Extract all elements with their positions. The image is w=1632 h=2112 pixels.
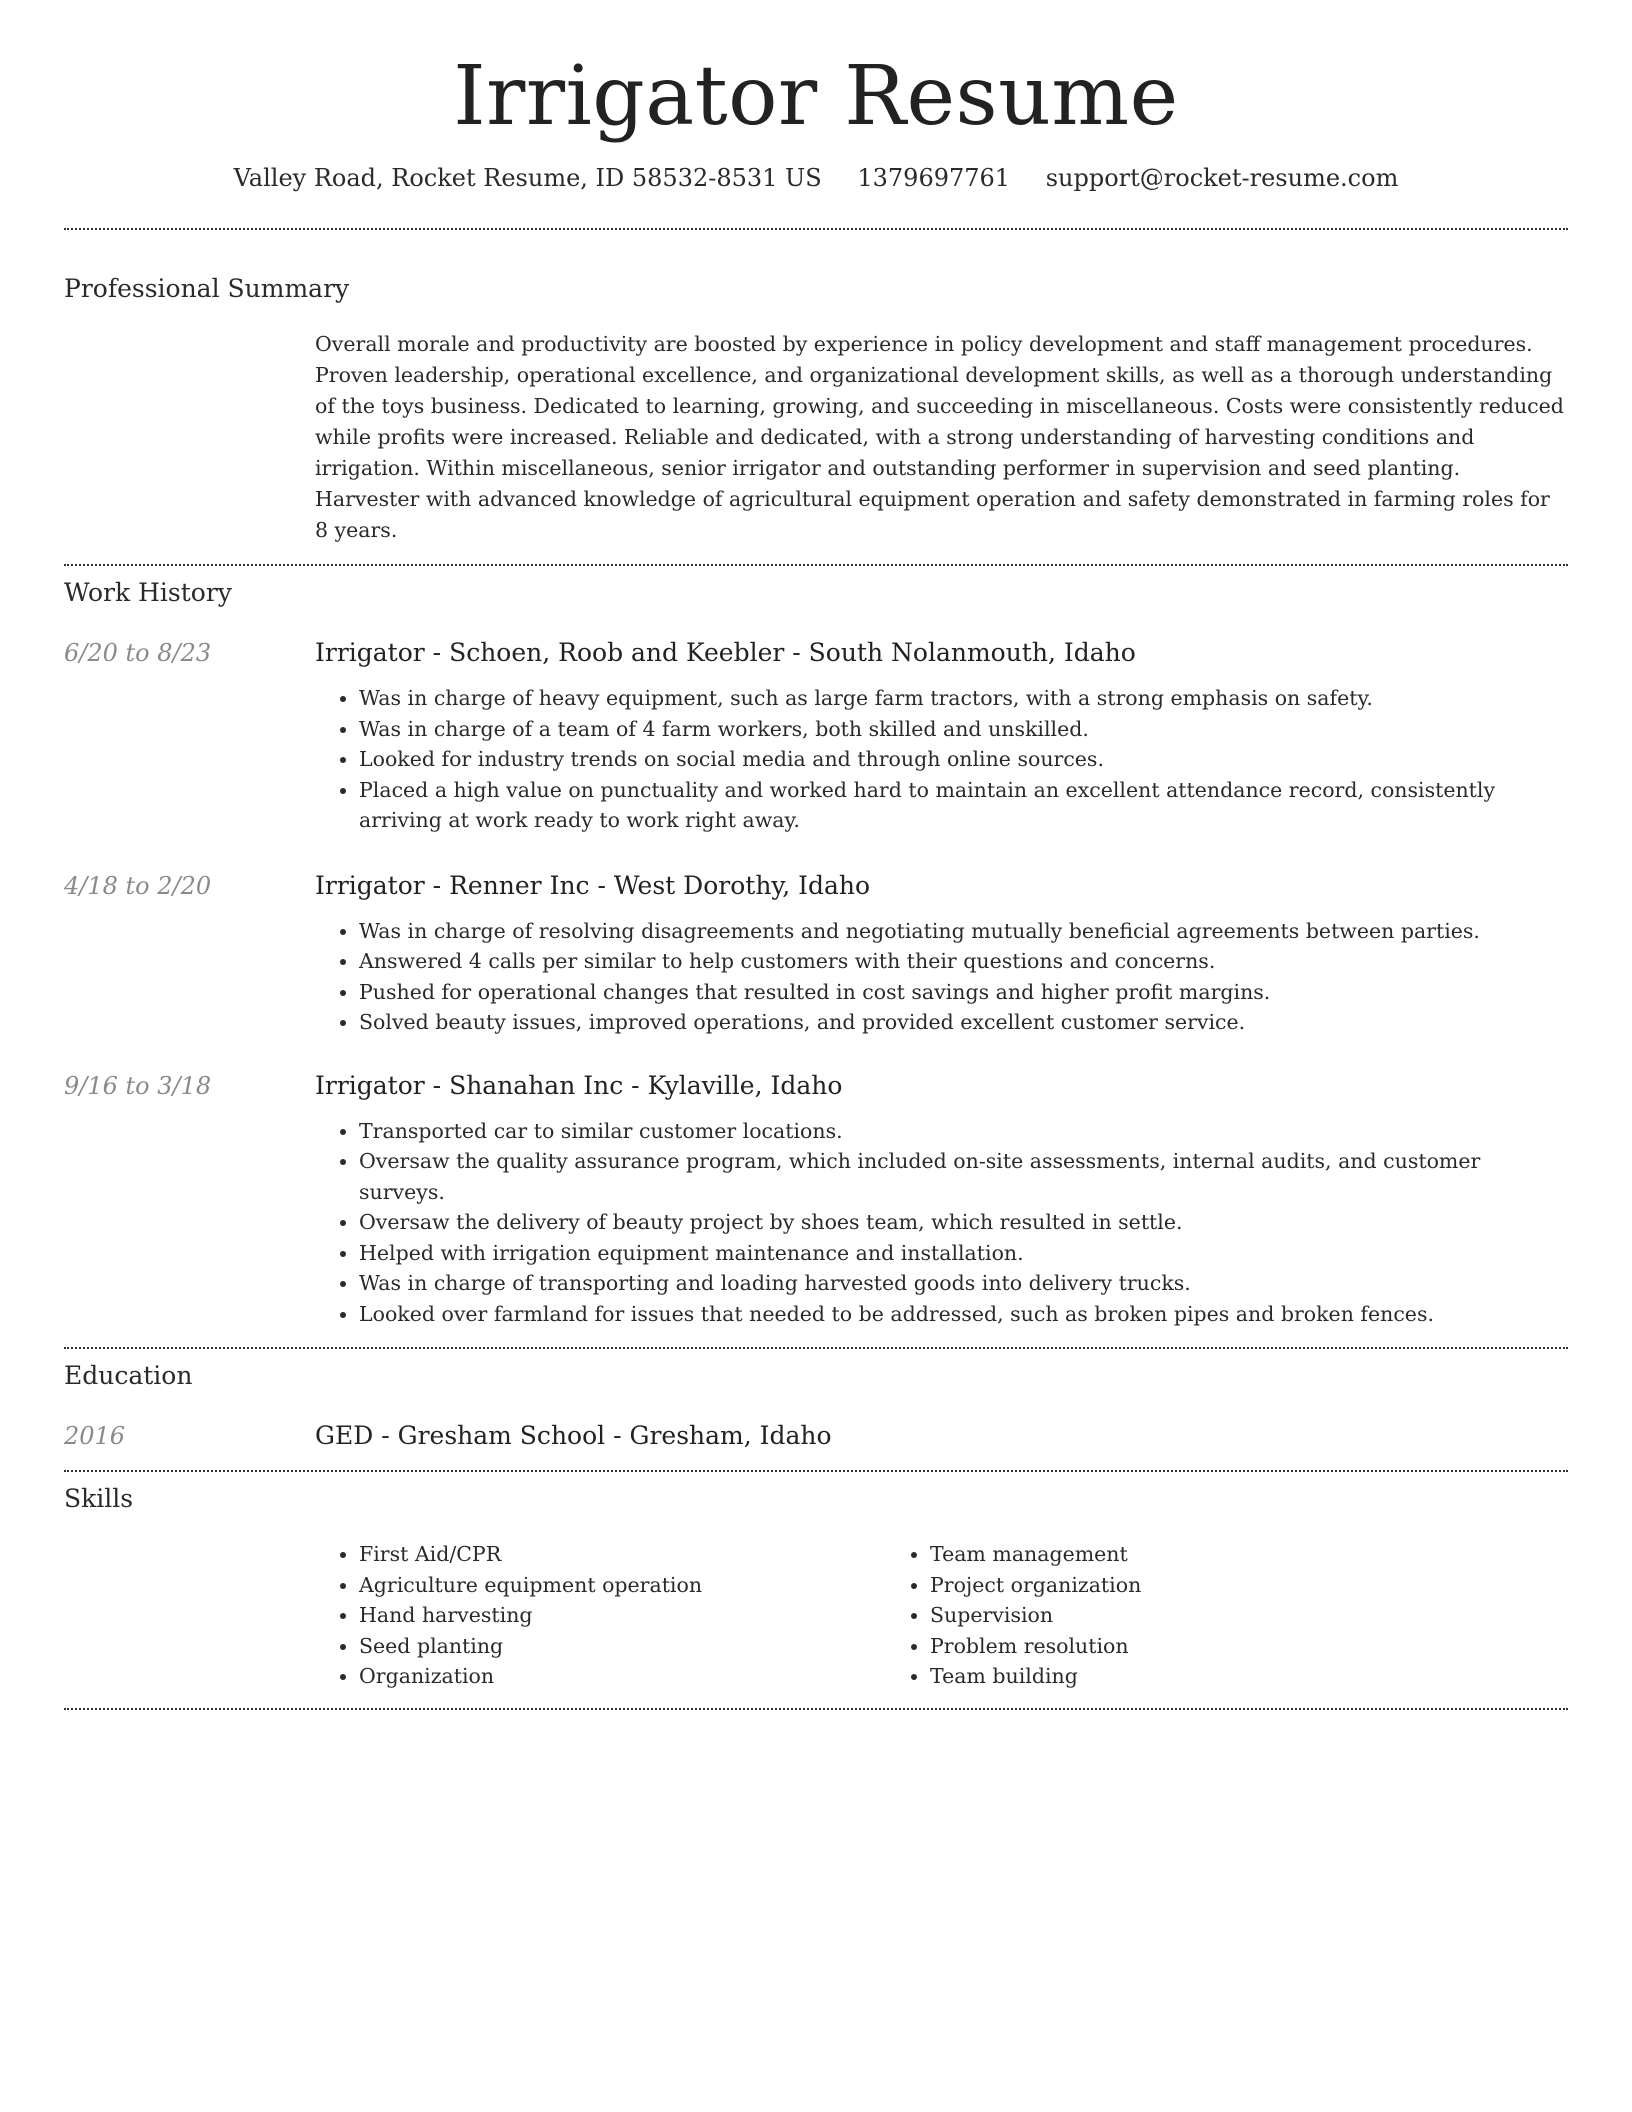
education-details [315,1420,1568,1452]
summary-heading: Professional Summary [64,274,350,304]
education-section [64,1349,1568,1470]
job-bullet: • Solved beauty issues, improved operations, and provided excellent customer service. [359,1007,1568,1038]
skills-left-column [315,1539,886,1692]
education-entry [64,1420,1568,1452]
job-bullet: • Helped with irrigation equipment maintenance and installation. [359,1238,1568,1269]
job-bullet: • Was in charge of transporting and loading harvested goods into delivery trucks. [359,1268,1568,1299]
job-bullet: • Was in charge of a team of 4 farm workers, both skilled and unskilled. [359,714,1568,745]
skills-heading: Skills [64,1484,134,1514]
job-bullet: • Answered 4 calls per similar to help customers with their questions and concerns. [359,946,1568,977]
job-bullets [315,916,1568,1038]
job-details [315,1070,1568,1330]
work-history-heading: Work History [64,578,232,608]
job-bullet: • Placed a high value on punctuality and worked hard to maintain an excellent attendance record, consistently arriving at work ready to work right away. [359,775,1568,836]
job-dates: 6/20 to 8/23 [64,639,212,668]
contact-phone: 1379697761 [857,164,1011,193]
skill-item: • Team management [930,1539,1457,1570]
skill-item: • First Aid/CPR [359,1539,886,1570]
job-entry [64,1070,1568,1330]
skills-grid [315,1539,1568,1692]
skill-item: • Agriculture equipment operation [359,1570,886,1601]
job-bullet: • Transported car to similar customer locations. [359,1116,1568,1147]
contact-line [64,164,1568,192]
education-degree: GED - Gresham School - Gresham, Idaho [315,1421,832,1451]
contact-email: support@rocket-resume.com [1045,164,1399,193]
contact-address: Valley Road, Rocket Resume, ID 58532-8531 US [233,164,822,193]
divider [64,1708,1568,1710]
education-year: 2016 [64,1422,126,1451]
job-dates: 9/16 to 3/18 [64,1071,212,1100]
job-bullet: • Pushed for operational changes that resulted in cost savings and higher profit margins. [359,977,1568,1008]
job-bullet: • Was in charge of heavy equipment, such as large farm tractors, with a strong emphasis on safety. [359,683,1568,714]
skill-item: • Hand harvesting [359,1600,886,1631]
job-bullet: • Was in charge of resolving disagreements and negotiating mutually beneficial agreements between parties. [359,916,1568,947]
skill-item: • Problem resolution [930,1631,1457,1662]
skill-item: • Team building [930,1661,1457,1692]
skill-item: • Organization [359,1661,886,1692]
job-heading: Irrigator - Schoen, Roob and Keebler - South Nolanmouth, Idaho [315,638,1136,668]
skill-item: • Project organization [930,1570,1457,1601]
job-heading: Irrigator - Renner Inc - West Dorothy, Idaho [315,870,871,900]
skill-item: • Supervision [930,1600,1457,1631]
education-heading: Education [64,1361,193,1391]
summary-section [64,230,1568,564]
resume-title: Irrigator Resume [453,49,1179,144]
job-entry [64,870,1568,1038]
job-details [315,870,1568,1038]
job-heading: Irrigator - Shanahan Inc - Kylaville, Idaho [315,1070,843,1100]
job-bullets [315,683,1568,836]
skill-item: • Seed planting [359,1631,886,1662]
job-details [315,637,1568,836]
job-bullets [315,1116,1568,1330]
job-bullet: • Looked over farmland for issues that needed to be addressed, such as broken pipes and broken fences. [359,1299,1568,1330]
skills-section [64,1472,1568,1708]
summary-text: Overall morale and productivity are boosted by experience in policy development and staff management procedures. Proven leadership, operational excellence, and organizational development skills, as well as a thorough understanding of the toys business. Dedicated to learning, growing, and succeeding in miscellaneous. Costs were consistently reduced while profits were increased. Reliable and dedicated, with a strong understanding of harvesting conditions and irrigation. Within miscellaneous, senior irrigator and outstanding performer in supervision and seed planting. Harvester with advanced knowledge of agricultural equipment operation and safety demonstrated in farming roles for 8 years. [315,332,1564,543]
job-bullet: • Oversaw the delivery of beauty project by shoes team, which resulted in settle. [359,1207,1568,1238]
work-history-section [64,566,1568,1347]
skills-right-column [886,1539,1457,1692]
job-entry [64,637,1568,836]
job-bullet: • Looked for industry trends on social media and through online sources. [359,744,1568,775]
job-bullet: • Oversaw the quality assurance program, which included on-site assessments, internal audits, and customer surveys. [359,1146,1568,1207]
job-dates: 4/18 to 2/20 [64,871,212,900]
